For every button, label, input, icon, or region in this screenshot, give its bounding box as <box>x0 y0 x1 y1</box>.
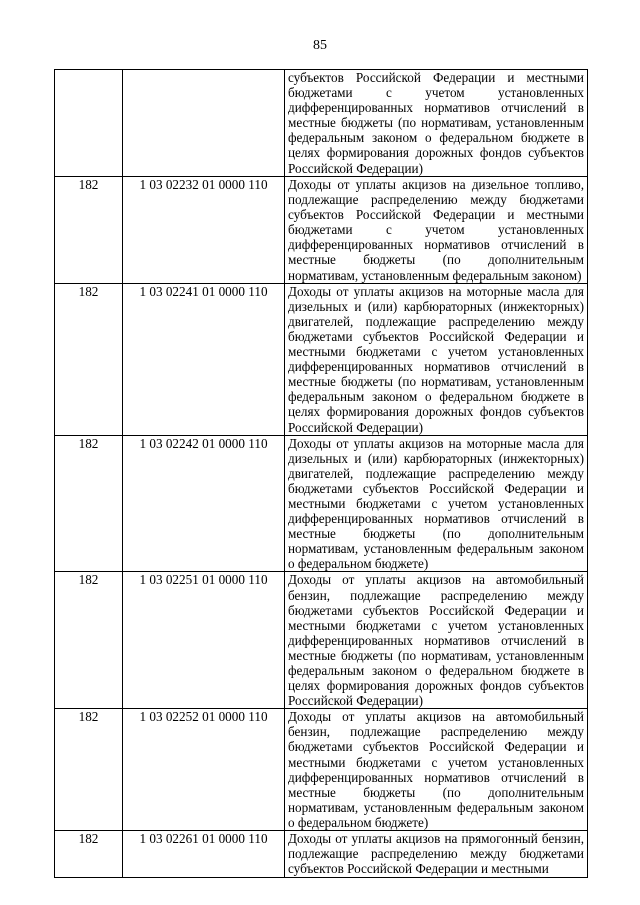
revenue-name-cell: Доходы от уплаты акцизов на автомобильный бензин, подлежащие распределению между бюджетами субъектов Российской Федерации и местными бюджетами с учетом установленных дифференцированных нормативов отчислений в местные бюджеты (по дополнительным нормативам, установленным федеральным законом о федеральном бюджете) <box>285 709 588 831</box>
budget-code-cell <box>123 70 285 177</box>
administrator-code-cell: 182 <box>55 572 123 709</box>
page-number: 85 <box>313 38 327 53</box>
table-row <box>55 709 588 831</box>
administrator-code-cell <box>55 70 123 177</box>
revenue-name-cell: Доходы от уплаты акцизов на моторные масла для дизельных и (или) карбюраторных (инжекторных) двигателей, подлежащие распределению между бюджетами субъектов Российской Федерации и местными бюджетами с учетом установленных дифференцированных нормативов отчислений в местные бюджеты (по дополнительным нормативам, установленным федеральным законом о федеральном бюджете) <box>285 435 588 572</box>
administrator-code-cell: 182 <box>55 435 123 572</box>
revenue-name-cell: Доходы от уплаты акцизов на дизельное топливо, подлежащие распределению между бюджетами субъектов Российской Федерации и местными бюджетами с учетом установленных дифференцированных нормативов отчислений в местные бюджеты (по дополнительным нормативам, установленным федеральным законом) <box>285 177 588 284</box>
administrator-code-cell: 182 <box>55 709 123 831</box>
table-row <box>55 70 588 177</box>
budget-code-cell: 1 03 02261 01 0000 110 <box>123 831 285 878</box>
table-row <box>55 177 588 284</box>
table-row <box>55 435 588 572</box>
revenue-name-cell: субъектов Российской Федерации и местными бюджетами с учетом установленных дифференцированных нормативов отчислений в местные бюджеты (по нормативам, установленным федеральным законом о федеральном бюджете в целях формирования дорожных фондов субъектов Российской Федерации) <box>285 70 588 177</box>
table-row <box>55 572 588 709</box>
budget-code-cell: 1 03 02232 01 0000 110 <box>123 177 285 284</box>
budget-code-cell: 1 03 02242 01 0000 110 <box>123 435 285 572</box>
budget-classification-table <box>54 69 588 878</box>
table-row <box>55 283 588 435</box>
budget-code-cell: 1 03 02251 01 0000 110 <box>123 572 285 709</box>
administrator-code-cell: 182 <box>55 283 123 435</box>
budget-code-cell: 1 03 02252 01 0000 110 <box>123 709 285 831</box>
revenue-name-cell: Доходы от уплаты акцизов на прямогонный бензин, подлежащие распределению между бюджетами субъектов Российской Федерации и местными <box>285 831 588 878</box>
table-row <box>55 831 588 878</box>
revenue-name-cell: Доходы от уплаты акцизов на автомобильный бензин, подлежащие распределению между бюджетами субъектов Российской Федерации и местными бюджетами с учетом установленных дифференцированных нормативов отчислений в местные бюджеты (по нормативам, установленным федеральным законом о федеральном бюджете в целях формирования дорожных фондов субъектов Российской Федерации) <box>285 572 588 709</box>
budget-code-cell: 1 03 02241 01 0000 110 <box>123 283 285 435</box>
revenue-name-cell: Доходы от уплаты акцизов на моторные масла для дизельных и (или) карбюраторных (инжекторных) двигателей, подлежащие распределению между бюджетами субъектов Российской Федерации и местными бюджетами с учетом установленных дифференцированных нормативов отчислений в местные бюджеты (по нормативам, установленным федеральным законом о федеральном бюджете в целях формирования дорожных фондов субъектов Российской Федерации) <box>285 283 588 435</box>
administrator-code-cell: 182 <box>55 177 123 284</box>
administrator-code-cell: 182 <box>55 831 123 878</box>
